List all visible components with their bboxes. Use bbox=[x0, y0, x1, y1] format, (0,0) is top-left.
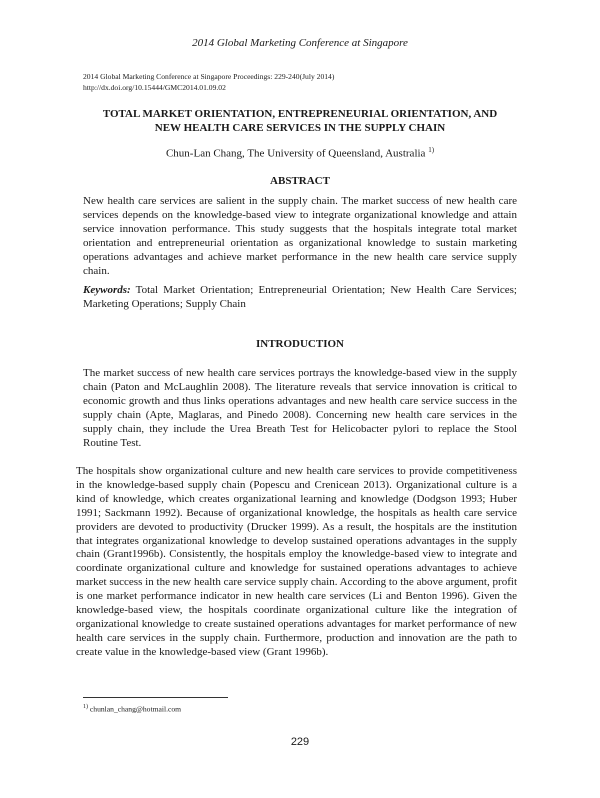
footnote-rule bbox=[83, 697, 228, 698]
footnote-email[interactable]: chunlan_chang@hotmail.com bbox=[89, 704, 182, 714]
paper-title bbox=[70, 107, 530, 135]
footnote-mark: 1) bbox=[83, 704, 88, 710]
introduction-heading: INTRODUCTION bbox=[255, 338, 344, 350]
author-line bbox=[60, 146, 540, 160]
doi-link[interactable]: http://dx.doi.org/10.15444/GMC2014.01.09.02 bbox=[83, 82, 226, 92]
author-name: Chun-Lan Chang, The University of Queensland, Australia bbox=[165, 147, 426, 160]
keywords-label: Keywords: bbox=[83, 284, 131, 296]
footnote bbox=[83, 704, 181, 714]
keywords-text: Total Market Orientation; Entrepreneurial Orientation; New Health Care Services; Marketing Operations; Supply Chain bbox=[83, 284, 517, 310]
page-number: 229 bbox=[290, 736, 310, 748]
proceedings-citation: 2014 Global Marketing Conference at Singapore Proceedings: 229-240(July 2014) bbox=[83, 72, 335, 81]
intro-paragraph-1: The market success of new health care services portrays the knowledge-based view in the supply chain (Paton and McLaughlin 2008). The literature reveals that service innovation is critical to economic growth and thus links operations advantages and new health care service success in the supply chain (Apte, Maglaras, and Pinedo 2008). Concerning new health care services in the supply chain, they include the Urea Breath Test for Helicobacter pylori to replace the Stool Routine Test. bbox=[83, 367, 517, 449]
keywords bbox=[83, 284, 517, 312]
running-head: 2014 Global Marketing Conference at Singapore bbox=[192, 37, 408, 49]
abstract-heading: ABSTRACT bbox=[270, 175, 330, 187]
abstract-text: New health care services are salient in the supply chain. The market success of new health care services depends on the knowledge-based view to integrate organizational knowledge and attain service innovation performance. This study suggests that the hospitals integrate total market orientation and entrepreneurial orientation as organizational knowledge to sustain marketing operations advantages and achieve market performance in the new health care service supply chain. bbox=[83, 195, 517, 277]
author-footnote-mark: 1) bbox=[428, 146, 435, 154]
title-line-2: NEW HEALTH CARE SERVICES IN THE SUPPLY CHAIN bbox=[154, 122, 446, 134]
intro-paragraph-2: The hospitals show organizational culture and new health care services to provide competitiveness in the knowledge-based supply chain (Popescu and Crenicean 2013). Organizational culture is a kind of knowledge, which creates organizational learning and knowledge (Dodgson 1993; Huber 1991; Sackmann 1992). Because of organizational knowledge, the hospitals as health care service providers are devoted to productivity (Drucker 1999). As a result, the hospitals are the institution that integrates organizational knowledge to develop sustained operations advantages in the supply chain (Grant1996b). Consistently, the hospitals employ the knowledge-based view to integrate and coordinate organizational culture and knowledge for sustained operations advantages to achieve market success in the new health care service supply chain. According to the above argument, profit is one market performance indicator in new health care services (Li and Benton 1996). Given the knowledge-based view, the hospitals coordinate organizational culture like the integration of organizational knowledge to create sustained operations advantages for market performance of new health care services in the supply chain. Furthermore, production and innovation are the path to create value in the knowledge-based view (Grant 1996b). bbox=[76, 465, 517, 658]
title-line-1: TOTAL MARKET ORIENTATION, ENTREPRENEURIAL ORIENTATION, AND bbox=[102, 108, 498, 120]
proceedings-info bbox=[83, 72, 523, 93]
